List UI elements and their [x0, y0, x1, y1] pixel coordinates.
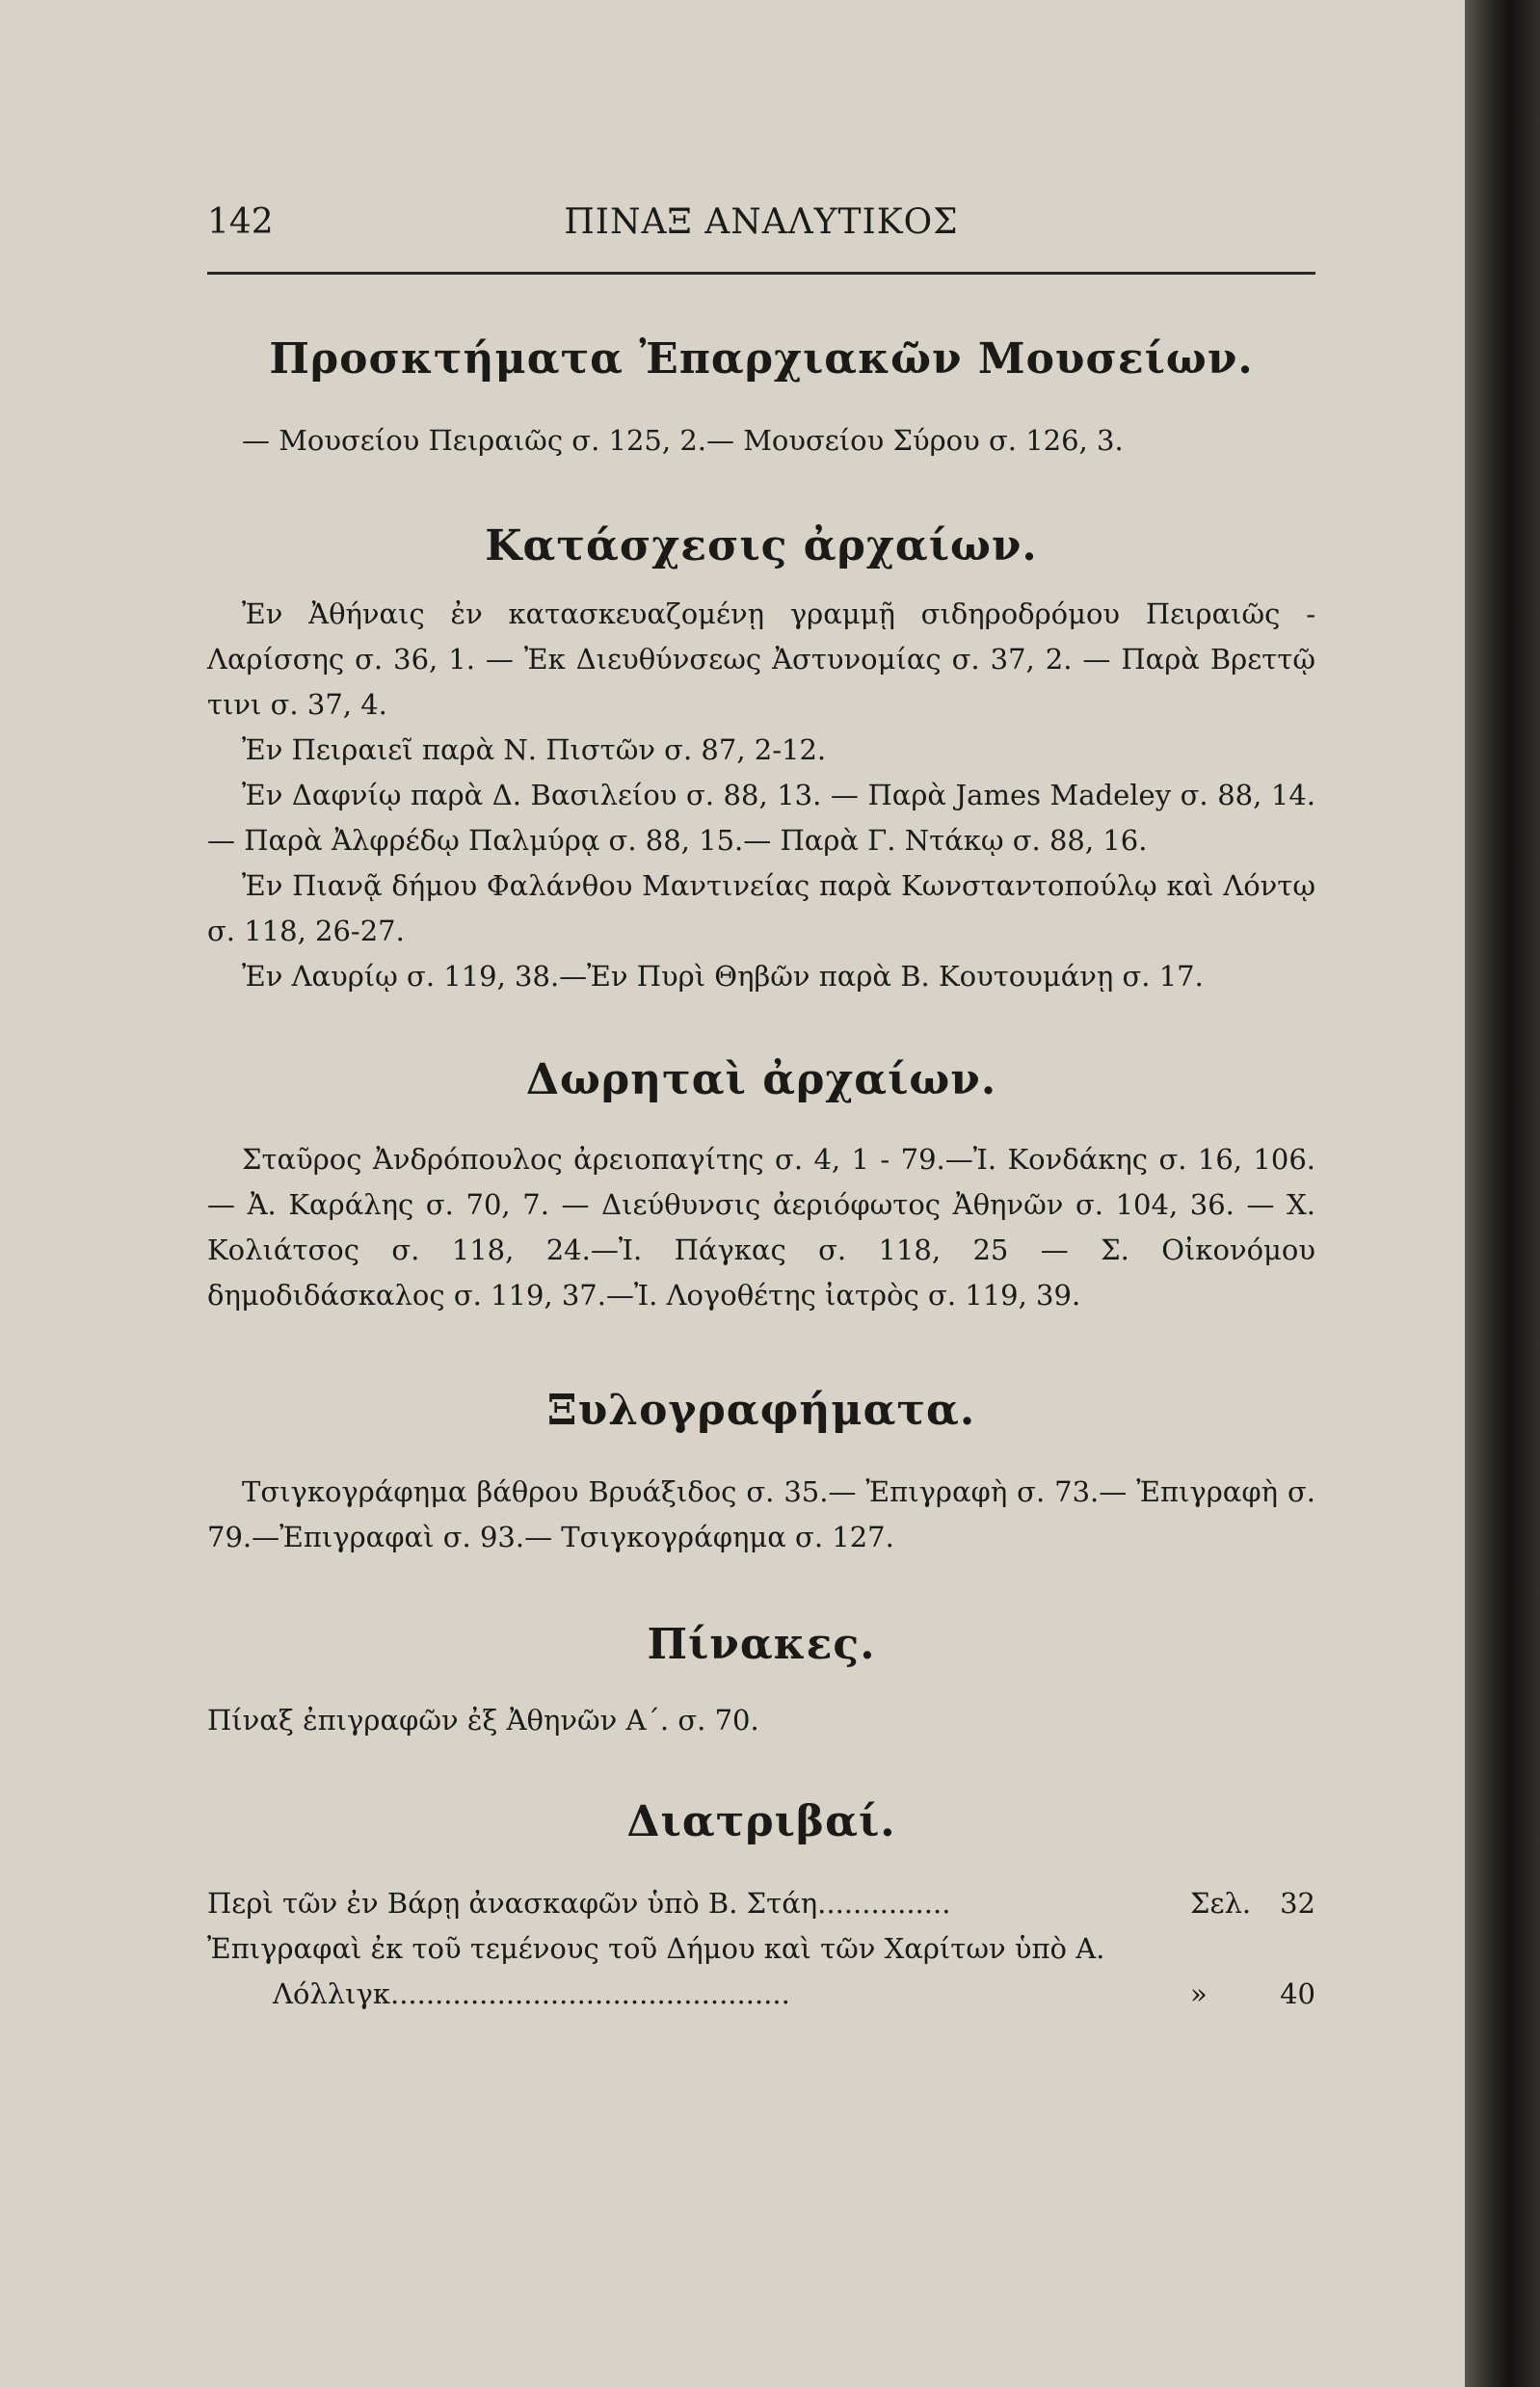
section-entry: Ἐν Ἀθήναις ἐν κατασκευαζομένῃ γραμμῇ σιδηροδρόμου Πειραιῶς - Λαρίσσης σ. 36, 1. — Ἐκ Διευθύνσεως Ἀστυνομίας σ. 37, 2. — Παρὰ Βρεττῷ τινι σ. 37, 4. — [207, 597, 1315, 721]
toc-row — [207, 1926, 1315, 1972]
toc-sel-label: Σελ. — [1190, 1887, 1252, 1920]
page-content — [207, 193, 1315, 2017]
toc-row-continuation — [207, 1972, 1315, 2017]
toc-row — [207, 1881, 1315, 1926]
toc-title: Περὶ τῶν ἐν Βάρῃ ἀνασκαφῶν ὑπὸ Β. Στάη............... — [207, 1887, 951, 1920]
page-number: 142 — [207, 202, 274, 242]
book-spine-shadow — [1465, 0, 1540, 2387]
section-entry: Πίναξ ἐπιγραφῶν ἐξ Ἀθηνῶν Α΄. σ. 70. — [207, 1704, 759, 1737]
section-entry: Ἐν Πιανᾷ δήμου Φαλάνθου Μαντινείας παρὰ Κωνσταντοπούλῳ καὶ Λόντῳ σ. 118, 26-27. — [207, 869, 1315, 947]
section-entry: Ἐν Πειραιεῖ παρὰ Ν. Πιστῶν σ. 87, 2-12. — [242, 733, 827, 766]
section-heading: Κατάσχεσις ἀρχαίων. — [485, 521, 1038, 570]
section-entry: — Μουσείου Πειραιῶς σ. 125, 2.— Μουσείου Σύρου σ. 126, 3. — [242, 424, 1124, 457]
toc-page-number: 40 — [1280, 1977, 1315, 2010]
running-header — [207, 193, 1315, 251]
running-title: ΠΙΝΑΞ ΑΝΑΛΥΤΙΚΟΣ — [564, 202, 959, 242]
treatises-heading: Διατριβαί. — [626, 1797, 896, 1846]
section-heading: Προσκτήματα Ἐπαρχιακῶν Μουσείων. — [269, 334, 1254, 384]
section-heading: Ξυλογραφήματα. — [546, 1386, 976, 1435]
toc-title-continuation: Λόλλιγκ............................................. — [273, 1977, 790, 2010]
section-entry: Σταῦρος Ἀνδρόπουλος ἀρειοπαγίτης σ. 4, 1 - 79.—Ἰ. Κονδάκης σ. 16, 106. — Ἀ. Καράλης σ. 70, 7. — Διεύθυνσις ἀεριόφωτος Ἀθηνῶν σ. 104, 36. — Χ. Κολιάτσος σ. 118, 24.—Ἰ. Πάγκας σ. 118, 25 — Σ. Οἰκονόμου δημοδιδάσκαλος σ. 119, 37.—Ἰ. Λογοθέτης ἰατρὸς σ. 119, 39. — [207, 1143, 1315, 1312]
section-heading: Δωρηταὶ ἀρχαίων. — [525, 1055, 997, 1104]
toc-ditto-mark: » — [1190, 1977, 1208, 2010]
section-entry: Ἐν Δαφνίῳ παρὰ Δ. Βασιλείου σ. 88, 13. — Παρὰ James Madeley σ. 88, 14.— Παρὰ Ἀλφρέδῳ Παλμύρᾳ σ. 88, 15.— Παρὰ Γ. Ντάκῳ σ. 88, 16. — [207, 779, 1315, 857]
toc-title: Ἐπιγραφαὶ ἐκ τοῦ τεμένους τοῦ Δήμου καὶ τῶν Χαρίτων ὑπὸ Α. — [207, 1932, 1105, 1965]
toc-page-number: 32 — [1280, 1887, 1315, 1920]
section-entry: Τσιγκογράφημα βάθρου Βρυάξιδος σ. 35.— Ἐπιγραφὴ σ. 73.— Ἐπιγραφὴ σ. 79.—Ἐπιγραφαὶ σ. 93.— Τσιγκογράφημα σ. 127. — [207, 1475, 1315, 1553]
section-entry: Ἐν Λαυρίῳ σ. 119, 38.—Ἐν Πυρὶ Θηβῶν παρὰ Β. Κουτουμάνῃ σ. 17. — [242, 960, 1204, 993]
section-heading: Πίνακες. — [647, 1620, 876, 1669]
